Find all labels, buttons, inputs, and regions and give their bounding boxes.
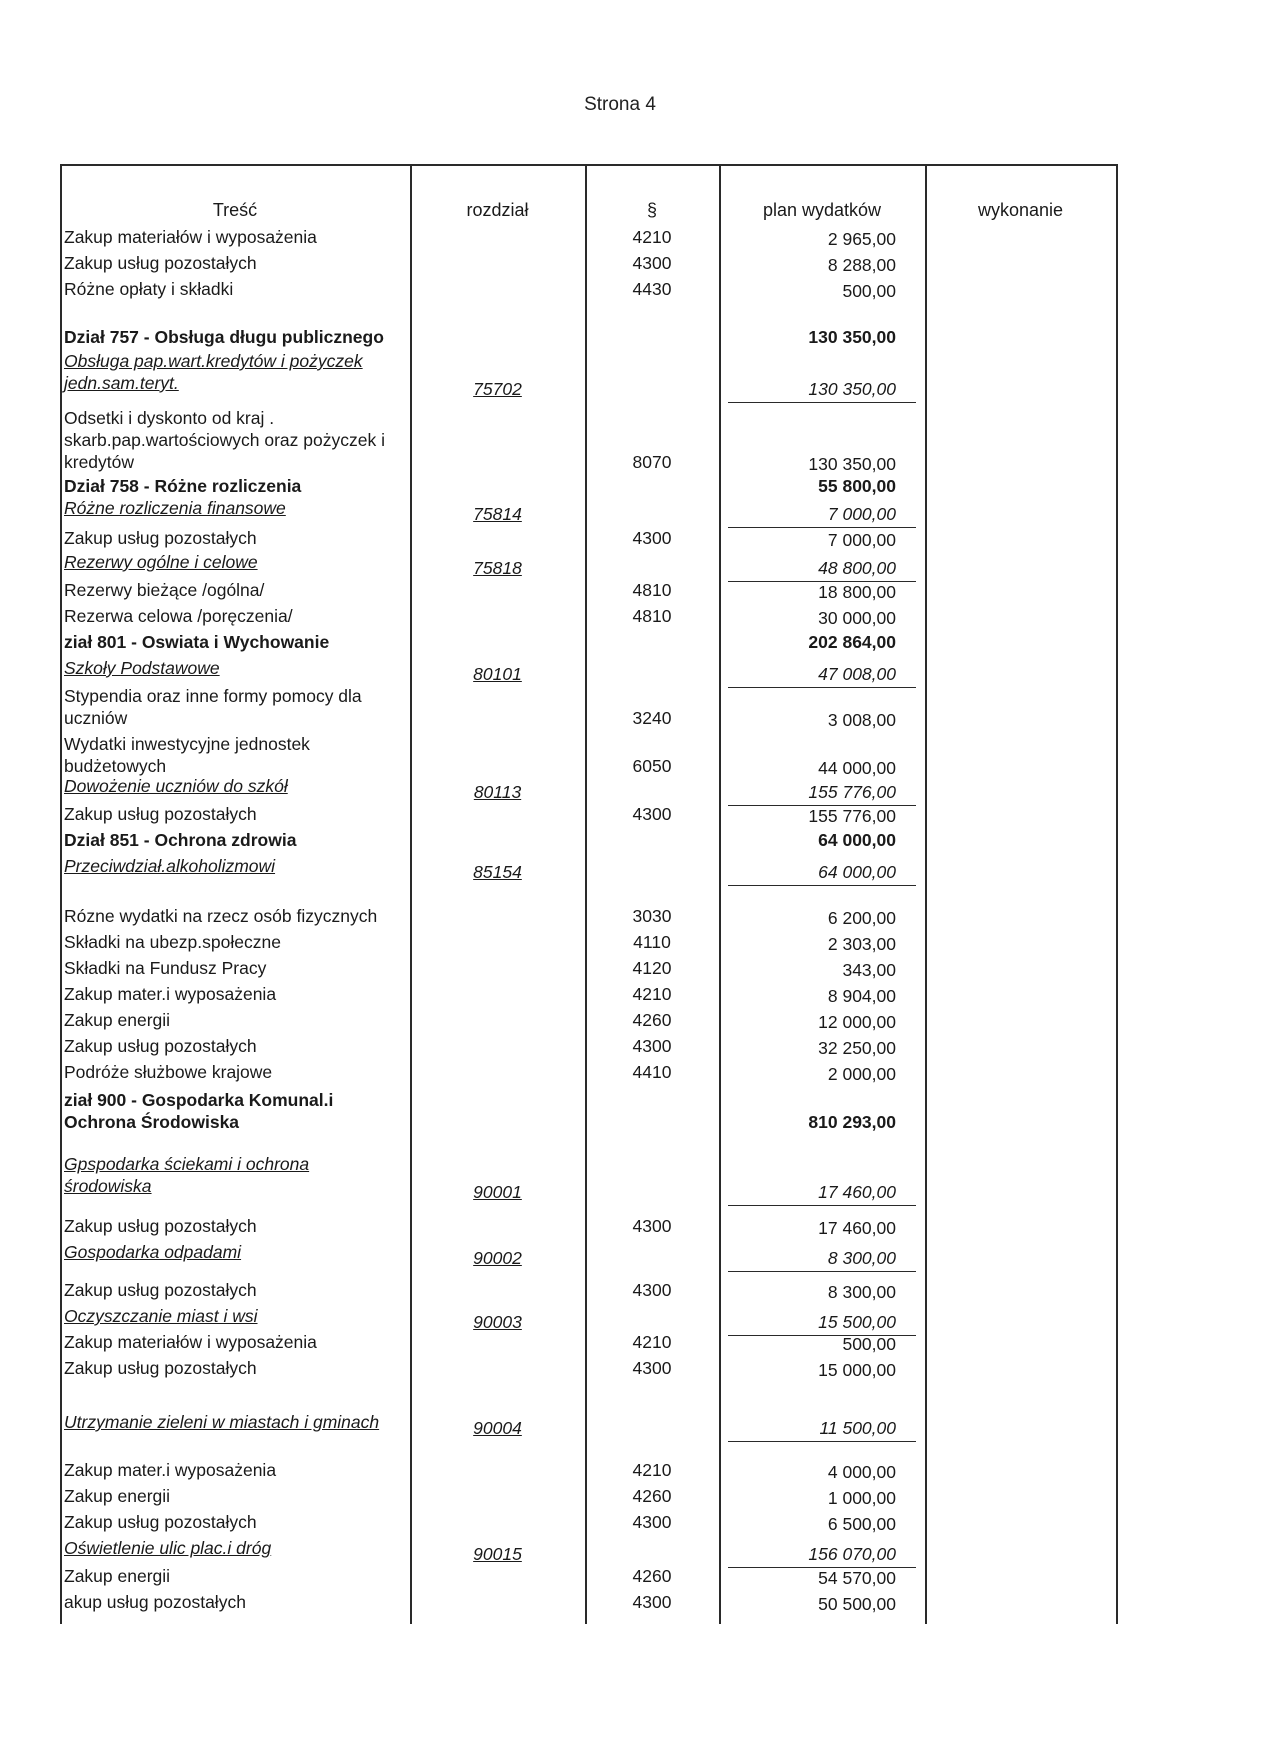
row-description: Różne rozliczenia finansowe	[64, 498, 286, 518]
subtotal-underline	[728, 885, 916, 886]
row-description: Rózne wydatki na rzecz osób fizycznych	[64, 906, 378, 926]
row-plan-amount: 64 000,00	[818, 830, 896, 850]
row-plan-amount: 4 000,00	[827, 1462, 896, 1482]
row-plan-amount: 130 350,00	[808, 454, 896, 474]
row-plan-amount: 32 250,00	[818, 1038, 896, 1058]
row-description: Dział 851 - Ochrona zdrowia	[64, 830, 297, 850]
row-plan-amount: 500,00	[842, 281, 896, 301]
row-plan-amount: 1 000,00	[827, 1488, 896, 1508]
row-paragraph: 4300	[632, 1036, 672, 1056]
row-plan-amount: 130 350,00	[808, 379, 896, 399]
row-paragraph: 4210	[632, 984, 672, 1004]
row-description: Podróże służbowe krajowe	[64, 1062, 273, 1082]
column-header-tresc: Treść	[212, 200, 258, 220]
row-paragraph: 8070	[632, 452, 672, 472]
row-description: Zakup energii	[64, 1566, 171, 1586]
row-paragraph: 4300	[632, 1358, 672, 1378]
row-plan-amount: 500,00	[842, 1334, 896, 1354]
row-description: Dział 758 - Różne rozliczenia	[64, 476, 302, 496]
row-rozdzial: 90002	[473, 1248, 522, 1268]
row-description: Zakup usług pozostałych	[64, 1280, 257, 1300]
subtotal-underline	[728, 687, 916, 688]
row-rozdzial: 75702	[473, 379, 522, 399]
row-paragraph: 4210	[632, 1332, 672, 1352]
row-plan-amount: 47 008,00	[818, 664, 896, 684]
row-plan-amount: 15 500,00	[818, 1312, 896, 1332]
row-paragraph: 4300	[632, 1592, 672, 1612]
row-description: Zakup usług pozostałych	[64, 253, 257, 273]
row-plan-amount: 54 570,00	[818, 1568, 896, 1588]
row-paragraph: 4410	[632, 1062, 672, 1082]
row-plan-amount: 64 000,00	[818, 862, 896, 882]
column-header-rozdzial: rozdział	[466, 200, 529, 220]
row-plan-amount: 8 300,00	[827, 1248, 896, 1268]
row-description: Zakup usług pozostałych	[64, 528, 257, 548]
row-plan-amount: 2 000,00	[827, 1064, 896, 1084]
row-plan-amount: 155 776,00	[808, 806, 896, 826]
row-plan-amount: 8 904,00	[827, 986, 896, 1006]
subtotal-underline	[728, 527, 916, 528]
column-header-wykonanie: wykonanie	[977, 200, 1064, 220]
row-plan-amount: 156 070,00	[808, 1544, 896, 1564]
row-plan-amount: 2 965,00	[827, 229, 896, 249]
row-paragraph: 4810	[632, 580, 672, 600]
row-plan-amount: 8 300,00	[827, 1282, 896, 1302]
row-description: Zakup materiałów i wyposażenia	[64, 1332, 317, 1352]
row-plan-amount: 6 500,00	[827, 1514, 896, 1534]
row-plan-amount: 12 000,00	[818, 1012, 896, 1032]
subtotal-underline	[728, 1271, 916, 1272]
row-plan-amount: 7 000,00	[827, 504, 896, 524]
row-plan-amount: 810 293,00	[808, 1112, 896, 1132]
column-header-paragraf: §	[646, 200, 657, 220]
row-paragraph: 4300	[632, 1280, 672, 1300]
row-paragraph: 4260	[632, 1566, 672, 1586]
row-description: ział 900 - Gospodarka Komunal.i Ochrona Środowiska	[64, 1090, 334, 1132]
row-plan-amount: 55 800,00	[818, 476, 896, 496]
row-description: Zakup mater.i wyposażenia	[64, 1460, 277, 1480]
row-description: Zakup usług pozostałych	[64, 1358, 257, 1378]
row-plan-amount: 50 500,00	[818, 1594, 896, 1614]
row-paragraph: 4210	[632, 227, 672, 247]
row-description: Rezerwy ogólne i celowe	[64, 552, 258, 572]
row-paragraph: 4110	[633, 932, 671, 952]
row-paragraph: 4430	[632, 279, 672, 299]
row-rozdzial: 85154	[473, 862, 522, 882]
row-plan-amount: 202 864,00	[808, 632, 896, 652]
row-description: Oświetlenie ulic plac.i dróg	[64, 1538, 272, 1558]
row-plan-amount: 17 460,00	[818, 1218, 896, 1238]
row-rozdzial: 90003	[473, 1312, 522, 1332]
row-paragraph: 4210	[632, 1460, 672, 1480]
row-plan-amount: 30 000,00	[818, 608, 896, 628]
row-rozdzial: 75818	[473, 558, 522, 578]
row-plan-amount: 17 460,00	[818, 1182, 896, 1202]
row-plan-amount: 2 303,00	[827, 934, 896, 954]
row-description: Gospodarka odpadami	[64, 1242, 242, 1262]
row-description: Przeciwdział.alkoholizmowi	[64, 856, 276, 876]
column-header-plan: plan wydatków	[762, 200, 882, 220]
row-plan-amount: 130 350,00	[808, 327, 896, 347]
row-rozdzial: 90004	[473, 1418, 522, 1438]
row-description: Zakup usług pozostałych	[64, 1036, 257, 1056]
row-rozdzial: 90015	[473, 1544, 522, 1564]
subtotal-underline	[728, 402, 916, 403]
row-description: Zakup energii	[64, 1486, 171, 1506]
row-description: Zakup materiałów i wyposażenia	[64, 227, 317, 247]
row-paragraph: 4300	[632, 528, 672, 548]
row-description: Zakup usług pozostałych	[64, 1512, 257, 1532]
row-description: Dowożenie uczniów do szkół	[64, 776, 288, 796]
row-description: Odsetki i dyskonto od kraj . skarb.pap.wartościowych oraz pożyczek i kredytów	[64, 408, 385, 472]
row-plan-amount: 15 000,00	[818, 1360, 896, 1380]
row-plan-amount: 155 776,00	[808, 782, 896, 802]
row-description: Rezerwa celowa /poręczenia/	[64, 606, 293, 626]
subtotal-underline	[728, 1441, 916, 1442]
row-description: Obsługa pap.wart.kredytów i pożyczek jedn.sam.teryt.	[64, 351, 363, 393]
row-plan-amount: 8 288,00	[827, 255, 896, 275]
row-paragraph: 4260	[632, 1010, 672, 1030]
row-description: Zakup energii	[64, 1010, 171, 1030]
row-rozdzial: 75814	[473, 504, 522, 524]
row-plan-amount: 6 200,00	[827, 908, 896, 928]
row-plan-amount: 11 500,00	[819, 1418, 896, 1438]
row-description: Składki na Fundusz Pracy	[64, 958, 267, 978]
row-description: Stypendia oraz inne formy pomocy dla uczniów	[64, 686, 362, 728]
row-plan-amount: 18 800,00	[818, 582, 896, 602]
page-title: Strona 4	[584, 94, 656, 115]
row-description: Oczyszczanie miast i wsi	[64, 1306, 258, 1326]
row-description: Składki na ubezp.społeczne	[64, 932, 281, 952]
row-description: Gpspodarka ściekami i ochrona środowiska	[64, 1154, 310, 1196]
row-description: Utrzymanie zieleni w miastach i gminach	[64, 1412, 380, 1432]
row-paragraph: 6050	[632, 756, 672, 776]
row-plan-amount: 48 800,00	[818, 558, 896, 578]
row-rozdzial: 80113	[473, 782, 522, 802]
row-description: ział 801 - Oswiata i Wychowanie	[64, 632, 330, 652]
row-plan-amount: 7 000,00	[827, 530, 896, 550]
row-plan-amount: 44 000,00	[818, 758, 896, 778]
row-paragraph: 3030	[632, 906, 672, 926]
row-description: Dział 757 - Obsługa długu publicznego	[64, 327, 384, 347]
row-rozdzial: 90001	[473, 1182, 522, 1202]
row-description: Zakup mater.i wyposażenia	[64, 984, 277, 1004]
row-paragraph: 4260	[632, 1486, 672, 1506]
row-rozdzial: 80101	[473, 664, 522, 684]
row-paragraph: 4300	[632, 804, 672, 824]
row-paragraph: 4300	[632, 1216, 672, 1236]
row-paragraph: 4300	[632, 253, 672, 273]
row-description: Rezerwy bieżące /ogólna/	[64, 580, 265, 600]
row-paragraph: 4300	[632, 1512, 672, 1532]
row-paragraph: 4120	[632, 958, 672, 978]
row-description: Zakup usług pozostałych	[64, 1216, 257, 1236]
row-plan-amount: 343,00	[842, 960, 896, 980]
row-paragraph: 4810	[632, 606, 672, 626]
row-description: Szkoły Podstawowe	[64, 658, 220, 678]
subtotal-underline	[728, 1205, 916, 1206]
row-paragraph: 3240	[632, 708, 672, 728]
row-plan-amount: 3 008,00	[827, 710, 896, 730]
row-description: Zakup usług pozostałych	[64, 804, 257, 824]
row-description: akup usług pozostałych	[64, 1592, 246, 1612]
row-description: Różne opłaty i składki	[64, 279, 234, 299]
row-description: Wydatki inwestycyjne jednostek budżetowych	[64, 734, 310, 776]
